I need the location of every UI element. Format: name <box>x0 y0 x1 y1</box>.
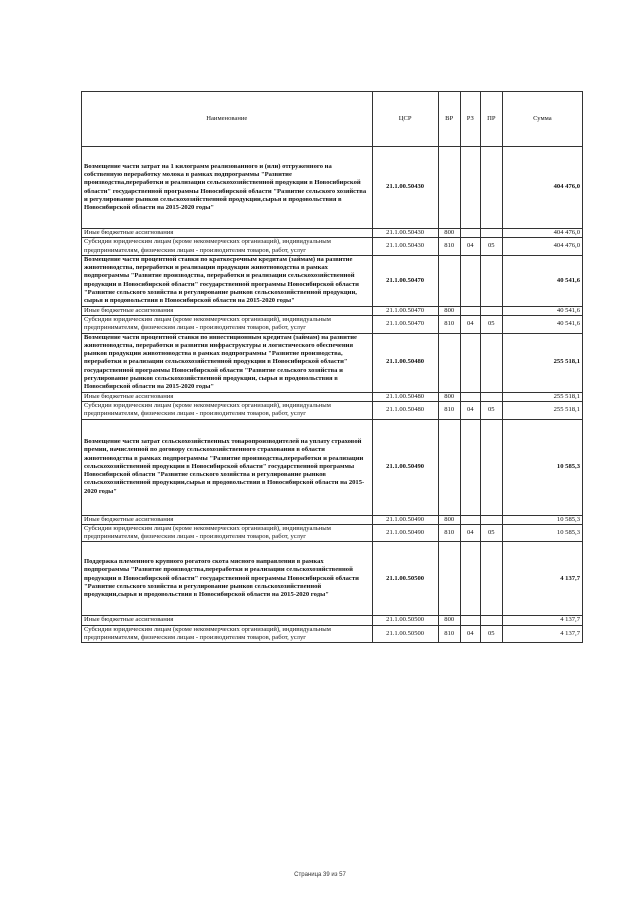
row-sum: 4 137,7 <box>502 616 582 625</box>
row-name: Возмещение части затрат на 1 килограмм реализованного и (или) отгруженного на собственную переработку молока в рамках подпрограммы "Развитие производства,переработки и реализации сельскохозяйственной продукции в Новосибирской области" государственной программы Новосибирской области "Развитие сельского хозяйства и регулирование рынков сельскохозяйственной продукции,сырья и продовольствия в Новосибирской области на 2015-2020 годы" <box>82 147 373 229</box>
row-rz: 04 <box>460 315 480 333</box>
row-rz: 04 <box>460 524 480 542</box>
table-row <box>82 419 583 515</box>
row-csr: 21.1.00.50490 <box>372 524 438 542</box>
row-sum: 10 585,3 <box>502 515 582 524</box>
row-sum: 4 137,7 <box>502 625 582 643</box>
row-sum: 404 476,0 <box>502 147 582 229</box>
row-csr: 21.1.00.50490 <box>372 515 438 524</box>
row-rz <box>460 515 480 524</box>
row-vr: 810 <box>438 625 460 643</box>
row-pr <box>480 147 502 229</box>
row-name: Возмещение части процентной ставки по инвестиционным кредитам (займам) на развитие животноводства, переработки и развития инфраструктуры и логистического обеспечения рынков продукции животноводства в рамках подпрограммы "Развитие производства, переработки и реализации сельскохозяйственной продукции в Новосибирской области" государственной программы Новосибирской области "Развитие сельского хозяйства и регулирование рынков сельскохозяйственной продукции, сырья и продовольствия в Новосибирской области на 2015-2020 годы" <box>82 333 373 392</box>
row-vr <box>438 255 460 306</box>
row-pr <box>480 515 502 524</box>
table-row <box>82 306 583 315</box>
table-row <box>82 229 583 238</box>
row-name: Иные бюджетные ассигнования <box>82 392 373 401</box>
budget-table <box>81 91 583 643</box>
row-rz <box>460 392 480 401</box>
header-name: Наименование <box>82 92 373 147</box>
header-vr: ВР <box>438 92 460 147</box>
row-name: Субсидии юридическим лицам (кроме некоммерческих организаций), индивидуальным предпринимателям, физическим лицам - производителям товаров, работ, услуг <box>82 315 373 333</box>
row-vr: 810 <box>438 401 460 419</box>
row-sum: 255 518,1 <box>502 333 582 392</box>
header-sum: Сумма <box>502 92 582 147</box>
row-vr: 800 <box>438 229 460 238</box>
row-pr: 05 <box>480 315 502 333</box>
row-name: Субсидии юридическим лицам (кроме некоммерческих организаций), индивидуальным предпринимателям, физическим лицам - производителям товаров, работ, услуг <box>82 625 373 643</box>
row-name: Возмещение части процентной ставки по краткосрочным кредитам (займам) на развитие животноводства, переработки и реализации продукции животноводства в рамках подпрограммы "Развитие производства, переработки и реализации сельскохозяйственной продукции в Новосибирской области" государственной программы Новосибирской области "Развитие сельского хозяйства и регулирование рынков сельскохозяйственной продукции, сырья и продовольствия в Новосибирской области на 2015-2020 годы" <box>82 255 373 306</box>
row-rz <box>460 147 480 229</box>
row-vr: 800 <box>438 515 460 524</box>
row-csr: 21.1.00.50470 <box>372 255 438 306</box>
row-sum: 10 585,3 <box>502 524 582 542</box>
row-vr: 800 <box>438 306 460 315</box>
row-rz: 04 <box>460 238 480 256</box>
row-rz <box>460 419 480 515</box>
row-pr: 05 <box>480 625 502 643</box>
row-pr <box>480 333 502 392</box>
row-vr: 800 <box>438 616 460 625</box>
row-csr: 21.1.00.50480 <box>372 333 438 392</box>
table-row <box>82 315 583 333</box>
row-vr: 810 <box>438 524 460 542</box>
row-vr: 800 <box>438 392 460 401</box>
row-pr <box>480 542 502 616</box>
row-pr <box>480 306 502 315</box>
row-pr <box>480 616 502 625</box>
header-rz: РЗ <box>460 92 480 147</box>
row-rz <box>460 255 480 306</box>
row-sum: 40 541,6 <box>502 306 582 315</box>
row-name: Субсидии юридическим лицам (кроме некоммерческих организаций), индивидуальным предпринимателям, физическим лицам - производителям товаров, работ, услуг <box>82 401 373 419</box>
row-name: Поддержка племенного крупного рогатого скота мясного направления в рамках подпрограммы "Развитие производства,переработки и реализации сельскохозяйственной продукции в Новосибирской области" государственной программы Новосибирской области "Развитие сельского хозяйства и регулирование рынков сельскохозяйственной продукции,сырья и продовольствия в Новосибирской области на 2015-2020 годы" <box>82 542 373 616</box>
row-name: Иные бюджетные ассигнования <box>82 306 373 315</box>
row-csr: 21.1.00.50500 <box>372 616 438 625</box>
row-rz <box>460 229 480 238</box>
table-row <box>82 333 583 392</box>
row-vr <box>438 419 460 515</box>
page-number: Страница 39 из 57 <box>294 872 346 878</box>
row-rz: 04 <box>460 401 480 419</box>
row-name: Возмещение части затрат сельскохозяйственных товаропроизводителей на уплату страховой премии, начисленной по договору сельскохозяйственного страхования в области животноводства в рамках подпрограммы "Развитие производства,переработки и реализации сельскохозяйственной продукции в Новосибирской области" государственной программы Новосибирской области "Развитие сельского хозяйства и регулирование рынков сельскохозяйственной продукции,сырья и продовольствия в Новосибирской области на 2015-2020 годы" <box>82 419 373 515</box>
row-pr: 05 <box>480 238 502 256</box>
row-csr: 21.1.00.50500 <box>372 625 438 643</box>
table-header-row <box>82 92 583 147</box>
row-csr: 21.1.00.50490 <box>372 419 438 515</box>
row-name: Иные бюджетные ассигнования <box>82 616 373 625</box>
row-csr: 21.1.00.50500 <box>372 542 438 616</box>
row-sum: 10 585,3 <box>502 419 582 515</box>
header-pr: ПР <box>480 92 502 147</box>
table-row <box>82 625 583 643</box>
row-sum: 40 541,6 <box>502 255 582 306</box>
header-csr: ЦСР <box>372 92 438 147</box>
row-name: Иные бюджетные ассигнования <box>82 229 373 238</box>
table-row <box>82 616 583 625</box>
table-row <box>82 524 583 542</box>
row-pr: 05 <box>480 524 502 542</box>
row-csr: 21.1.00.50480 <box>372 392 438 401</box>
row-vr <box>438 333 460 392</box>
row-sum: 404 476,0 <box>502 229 582 238</box>
row-pr <box>480 229 502 238</box>
row-csr: 21.1.00.50480 <box>372 401 438 419</box>
row-pr: 05 <box>480 401 502 419</box>
row-rz <box>460 616 480 625</box>
table-row <box>82 401 583 419</box>
row-sum: 404 476,0 <box>502 238 582 256</box>
table-row <box>82 238 583 256</box>
row-sum: 4 137,7 <box>502 542 582 616</box>
row-rz <box>460 333 480 392</box>
row-vr: 810 <box>438 238 460 256</box>
row-name: Субсидии юридическим лицам (кроме некоммерческих организаций), индивидуальным предпринимателям, физическим лицам - производителям товаров, работ, услуг <box>82 524 373 542</box>
row-csr: 21.1.00.50430 <box>372 229 438 238</box>
row-sum: 255 518,1 <box>502 392 582 401</box>
table-row <box>82 255 583 306</box>
table-row <box>82 392 583 401</box>
row-pr <box>480 255 502 306</box>
row-name: Субсидии юридическим лицам (кроме некоммерческих организаций), индивидуальным предпринимателям, физическим лицам - производителям товаров, работ, услуг <box>82 238 373 256</box>
table-row <box>82 542 583 616</box>
row-vr <box>438 147 460 229</box>
row-name: Иные бюджетные ассигнования <box>82 515 373 524</box>
row-csr: 21.1.00.50430 <box>372 238 438 256</box>
row-pr <box>480 392 502 401</box>
row-pr <box>480 419 502 515</box>
row-sum: 255 518,1 <box>502 401 582 419</box>
row-rz <box>460 542 480 616</box>
row-vr <box>438 542 460 616</box>
row-csr: 21.1.00.50430 <box>372 147 438 229</box>
row-csr: 21.1.00.50470 <box>372 306 438 315</box>
row-vr: 810 <box>438 315 460 333</box>
table-row <box>82 147 583 229</box>
table-row <box>82 515 583 524</box>
row-rz <box>460 306 480 315</box>
row-sum: 40 541,6 <box>502 315 582 333</box>
row-csr: 21.1.00.50470 <box>372 315 438 333</box>
row-rz: 04 <box>460 625 480 643</box>
